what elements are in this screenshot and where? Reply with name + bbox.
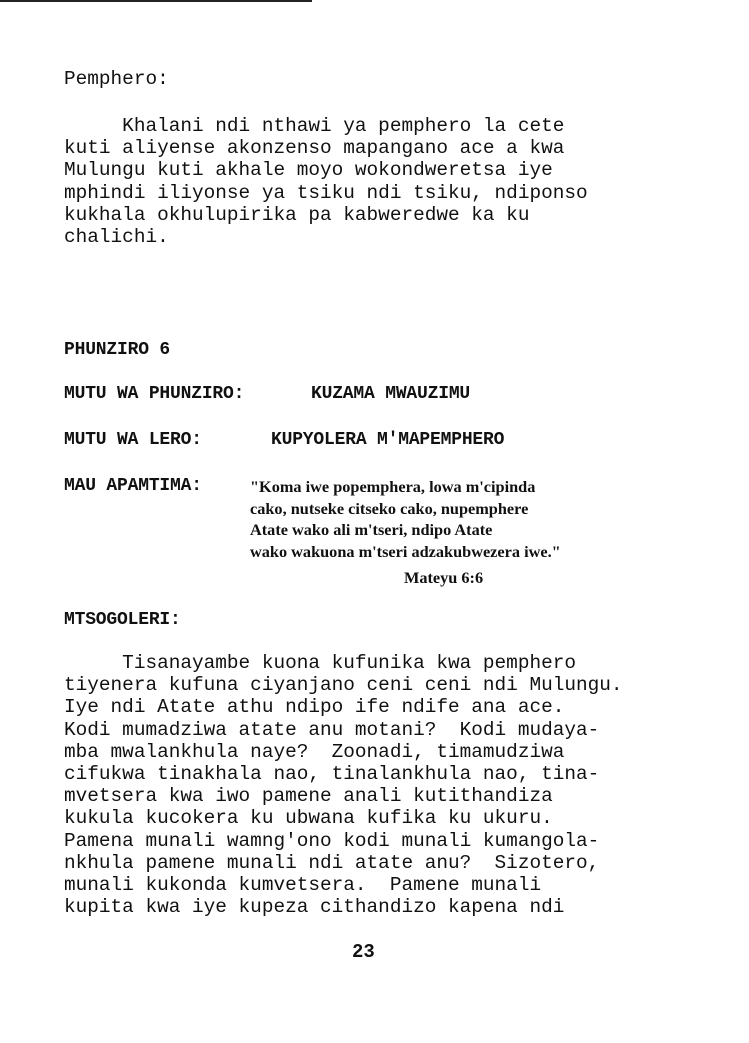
memory-verse: "Koma iwe popemphera, lowa m'cipinda cako, nutseke citseko cako, nupemphere Atate wako ali m'tseri, ndipo Atate wako wakuona m'tseri adzakubwezera iwe." — [250, 477, 561, 561]
page-number: 23 — [352, 941, 375, 963]
topic-value: KUZAMA MWAUZIMU — [311, 384, 471, 404]
top-border-line — [0, 0, 312, 2]
leader-paragraph: Tisanayambe kuona kufunika kwa pemphero tiyenera kufuna ciyanjano ceni ceni ndi Mulungu. Iye ndi Atate athu ndipo ife ndife ana ace. Kodi mumadziwa atate anu motani? Kodi mudaya- mba mwalankhula naye? Zoonadi, timamudziwa cifukwa tinakhala nao, tinalankhula nao, tina- mvetsera kwa iwo pamene anali kutithandiza kukula kucokera ku ubwana kufika ku ukuru. Pamena munali wamng'ono kodi munali kumangola- nkhula pamene munali ndi atate anu? Sizotero, munali kukonda kumvetsera. Pamene munali kupita kwa iye kupeza cithandizo kapena ndi — [64, 652, 623, 919]
prayer-paragraph: Khalani ndi nthawi ya pemphero la cete kuti aliyense akonzenso mapangano ace a kwa Mulungu kuti akhale moyo wokondweretsa iye mphindi iliyonse ya tsiku ndi tsiku, ndiponso kukhala okhulupirika pa kabweredwe ka ku chalichi. — [64, 115, 588, 249]
verse-reference: Mateyu 6:6 — [404, 568, 484, 587]
today-label: MUTU WA LERO: — [64, 430, 202, 450]
lesson-label: PHUNZIRO 6 — [64, 340, 171, 360]
memory-verse-label: MAU APAMTIMA: — [64, 476, 202, 496]
leader-heading: MTSOGOLERI: — [64, 610, 181, 630]
today-value: KUPYOLERA M'MAPEMPHERO — [271, 430, 505, 450]
prayer-heading: Pemphero: — [64, 68, 169, 90]
topic-label: MUTU WA PHUNZIRO: — [64, 384, 245, 404]
